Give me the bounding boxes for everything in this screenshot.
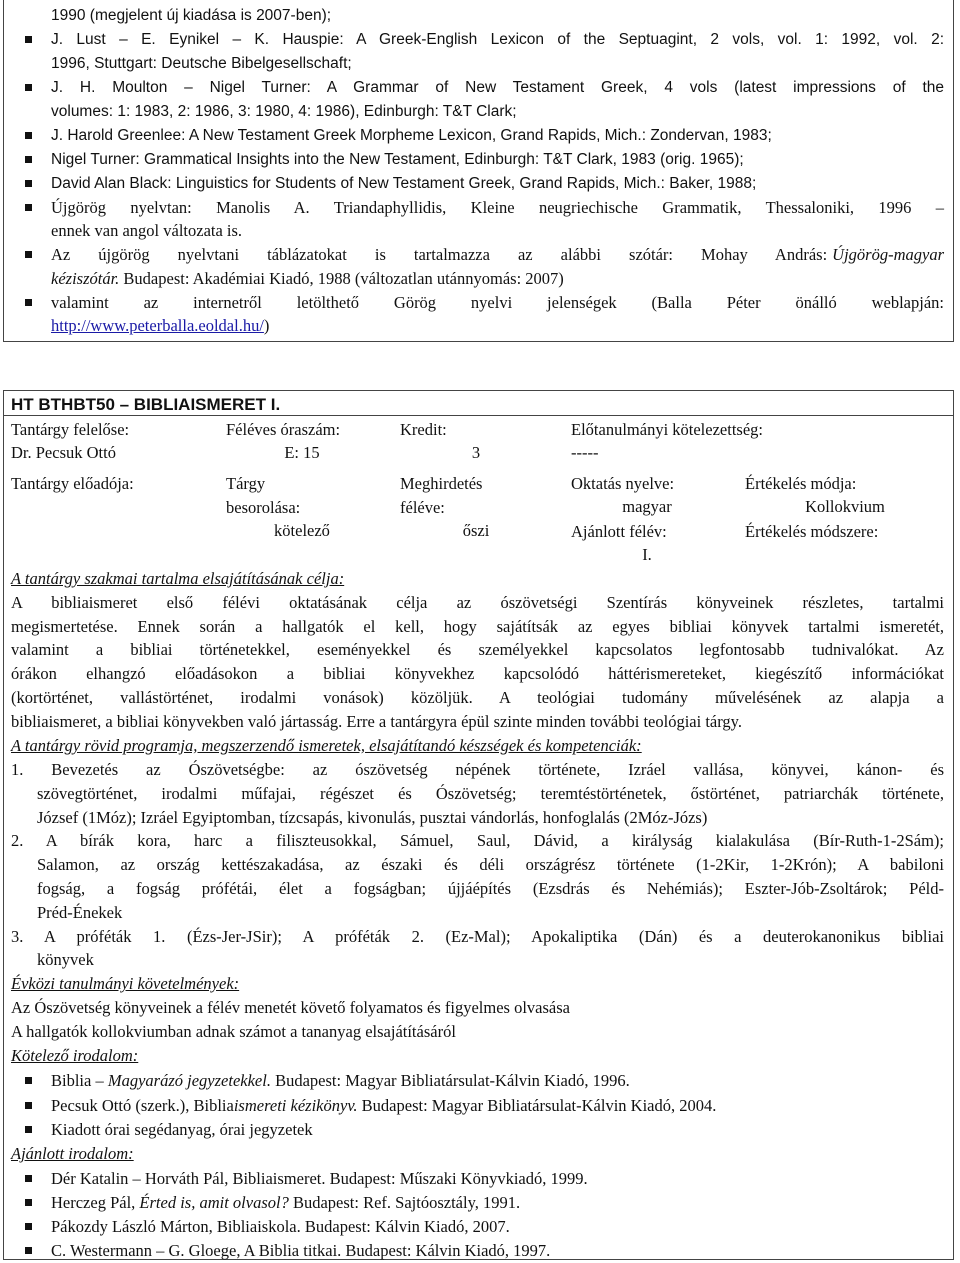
bib-item-mohay-line1 — [51, 243, 944, 267]
program-item-3-line-1: 3. A próféták 1. (Ézs-Jer-JSir); A próféták 2. (Ez-Mal); Apokaliptika (Dán) és a deuterokanonikus bibliai — [11, 927, 944, 946]
evaluation-mode-label: Értékelés módja: — [745, 474, 857, 493]
aim-line-4: órákon elhangzó előadásokon a bibliai könyvekhez kapcsolódó háttérismereteket, kiegészítő információkat — [11, 664, 944, 683]
lecturer-label: Tantárgy előadója: — [11, 474, 134, 493]
program-item-1-line-3: József (1Móz); Izráel Egyiptomban, tízcsapás, kivonulás, pusztai vándorlás, honfoglalás (2Móz-Józs) — [37, 808, 708, 827]
mandatory-item-2-c: Budapest: Magyar Bibliatársulat-Kálvin Kiadó, 2004. — [357, 1096, 717, 1115]
bib-item-ujgorog-line2: ennek van angol változata is. — [51, 221, 243, 240]
bib-item-turner: Nigel Turner: Grammatical Insights into the New Testament, Edinburgh: T&T Clark, 1983 (orig. 1965); — [51, 148, 744, 172]
semester-value: őszi — [462, 521, 490, 540]
hours-value: E: 15 — [284, 443, 320, 462]
classification-label-2: besorolása: — [226, 498, 301, 517]
language-value: magyar — [622, 497, 672, 516]
bib-item-moulton-line1: J. H. Moulton – Nigel Turner: A Grammar of New Testament Greek, 4 vols (latest impressions of the — [51, 76, 944, 100]
mandatory-item-1-b: Magyarázó jegyzetekkel. — [107, 1071, 271, 1090]
recommended-item-2-c: Budapest: Ref. Sajtóosztály, 1991. — [288, 1193, 521, 1212]
mandatory-item-2-a: Pecsuk Ottó (szerk.), Biblia — [51, 1096, 234, 1115]
mandatory-item-2 — [51, 1094, 716, 1118]
mandatory-item-2-b: ismereti kézikönyv. — [233, 1096, 358, 1115]
bib-line-0: 1990 (megjelent új kiadása is 2007-ben); — [51, 7, 332, 24]
evaluation-method-label: Értékelés módszere: — [745, 522, 879, 541]
program-item-3-line-2: könyvek — [37, 950, 94, 969]
recommended-item-3: Pákozdy László Márton, Bibliaiskola. Budapest: Kálvin Kiadó, 2007. — [51, 1215, 510, 1239]
mandatory-item-3: Kiadott órai segédanyag, órai jegyzetek — [51, 1118, 313, 1142]
prerequisite-label: Előtanulmányi kötelezettség: — [571, 420, 763, 439]
recommended-literature-heading: Ajánlott irodalom: — [11, 1144, 134, 1163]
mandatory-literature-heading: Kötelező irodalom: — [11, 1046, 139, 1065]
bib-item-lust-line2: 1996, Stuttgart: Deutsche Bibelgesellschaft; — [51, 55, 352, 72]
bib-item-ujgorog-line1: Újgörög nyelvtan: Manolis A. Triandaphyllidis, Kleine neugriechische Grammatik, Thessaloniki, 1996 – — [51, 196, 944, 220]
bib-item-black: David Alan Black: Linguistics for Students of New Testament Greek, Grand Rapids, Mich.: Baker, 1988; — [51, 172, 756, 196]
program-item-2-line-4: Préd-Énekek — [37, 903, 123, 922]
semester-label-1: Meghirdetés — [400, 474, 483, 493]
responsible-value: Dr. Pecsuk Ottó — [11, 443, 116, 462]
bib-item-greenlee: J. Harold Greenlee: A New Testament Greek Morpheme Lexicon, Grand Rapids, Mich.: Zondervan, 1983; — [51, 124, 772, 148]
bib-item-mohay-title-end: kéziszótár. — [51, 269, 120, 288]
responsible-label: Tantárgy felelőse: — [11, 420, 130, 439]
program-item-2-line-2: Salamon, az ország kettészakadása, az északi és déli országrész története (1-2Kir, 1-2Krón); A babiloni — [37, 855, 944, 874]
semester-label-2: féléve: — [400, 498, 445, 517]
bib-item-mohay-publisher: Budapest: Akadémiai Kiadó, 1988 (változatlan utánnyomás: 2007) — [123, 269, 564, 288]
program-item-2-line-1: 2. A bírák kora, harc a filiszteusokkal, Sámuel, Saul, Dávid, a királyság kialakulása (Bír-Ruth-1-2Sám); — [11, 831, 944, 850]
aim-line-2: megismertetése. Ennek során a hallgatók el kell, hogy sajátítsák az egyes bibliai könyvek tartalmi ismeretét, — [11, 617, 944, 636]
bib-item-mohay-line2 — [51, 267, 564, 291]
course-title: HT BTHBT50 – BIBLIAISMERET I. — [11, 395, 281, 414]
bib-item-balla-line1: valamint az internetről letölthető Görög nyelvi jelenségek (Balla Péter önálló weblapján: — [51, 291, 944, 315]
recommended-item-2-b: Érted is, amit olvasol? — [139, 1193, 289, 1212]
requirements-line-2: A hallgatók kollokviumban adnak számot a tananyag elsajátításáról — [11, 1022, 456, 1041]
language-label: Oktatás nyelve: — [571, 474, 675, 493]
recommended-item-2-a: Herczeg Pál, — [51, 1193, 140, 1212]
mandatory-item-1-c: Budapest: Magyar Bibliatársulat-Kálvin Kiadó, 1996. — [270, 1071, 630, 1090]
credit-label: Kredit: — [400, 420, 447, 439]
recommended-item-1: Dér Katalin – Horváth Pál, Bibliaismeret. Budapest: Műszaki Könyvkiadó, 1999. — [51, 1167, 588, 1191]
recommended-semester-value: I. — [642, 545, 652, 564]
aim-line-1: A bibliaismeret első félévi oktatásának célja az ószövetségi Szentírás könyveinek részletes, tartalmi — [11, 593, 944, 612]
mandatory-item-1-a: Biblia – — [51, 1071, 108, 1090]
bib-item-lust-line1: J. Lust – E. Eynikel – K. Hauspie: A Greek-English Lexicon of the Septuagint, 2 vols, vol. 1: 1992, vol. 2: — [51, 28, 944, 52]
bib-item-mohay-text: Az újgörög nyelvtani táblázatokat is tartalmazza az alábbi szótár: Mohay András: — [51, 245, 828, 264]
evaluation-mode-value: Kollokvium — [805, 497, 885, 516]
aim-line-6: bibliaismeret, a bibliai könyvekben való jártasság. Erre a tantárgyra épül szinte minden további teológiai tárgy. — [11, 712, 742, 731]
bib-item-moulton-line2: volumes: 1: 1983, 2: 1986, 3: 1980, 4: 1986), Edinburgh: T&T Clark; — [51, 103, 517, 120]
balla-close-paren: ) — [263, 316, 270, 335]
credit-value: 3 — [471, 443, 481, 462]
program-item-2-line-3: fogság, a fogság prófétái, élet a fogságban; újjáépítés (Ezsdrás és Nehémiás); Eszter-Jób-Zsoltárok; Péld- — [37, 879, 944, 898]
aim-line-5: (kortörténet, vallástörténet, irodalmi vonások) közöljük. A teológiai tudomány művelésének az alapja a — [11, 688, 944, 707]
bib-item-mohay-title: Újgörög-magyar — [832, 245, 944, 264]
bib-item-balla-line2 — [51, 314, 269, 338]
recommended-item-2 — [51, 1191, 520, 1215]
program-item-1-line-1: 1. Bevezetés az Ószövetségbe: az ószövetség népének története, Izráel vallása, könyvei, kánon- és — [11, 760, 944, 779]
classification-value: kötelező — [274, 521, 330, 540]
balla-weblink[interactable]: http://www.peterballa.eoldal.hu/ — [51, 316, 264, 335]
requirements-line-1: Az Ószövetség könyveinek a félév menetét követő folyamatos és figyelmes olvasása — [11, 998, 570, 1017]
mandatory-item-1 — [51, 1069, 630, 1093]
title-divider — [3, 415, 954, 416]
requirements-heading: Évközi tanulmányi követelmények: — [11, 974, 240, 993]
hours-label: Féléves óraszám: — [226, 420, 341, 439]
recommended-semester-label: Ajánlott félév: — [571, 522, 667, 541]
aim-line-3: valamint a bibliai történetekkel, eseményekkel és személyekkel kapcsolatos legfontosabb tudnivalókat. Az — [11, 640, 944, 659]
recommended-item-4: C. Westermann – G. Gloege, A Biblia titkai. Budapest: Kálvin Kiadó, 1997. — [51, 1239, 550, 1263]
classification-label-1: Tárgy — [226, 474, 266, 493]
program-heading: A tantárgy rövid programja, megszerzendő ismeretek, elsajátítandó készségek és kompetenciák: — [11, 736, 642, 755]
program-item-1-line-2: szövegtörténet, irodalmi műfajai, régészet és Ószövetség; teremtéstörténetek, őstörténet, patriarchák története, — [37, 784, 944, 803]
prerequisite-value: ----- — [571, 443, 599, 462]
aim-heading: A tantárgy szakmai tartalma elsajátításának célja: — [11, 569, 345, 588]
